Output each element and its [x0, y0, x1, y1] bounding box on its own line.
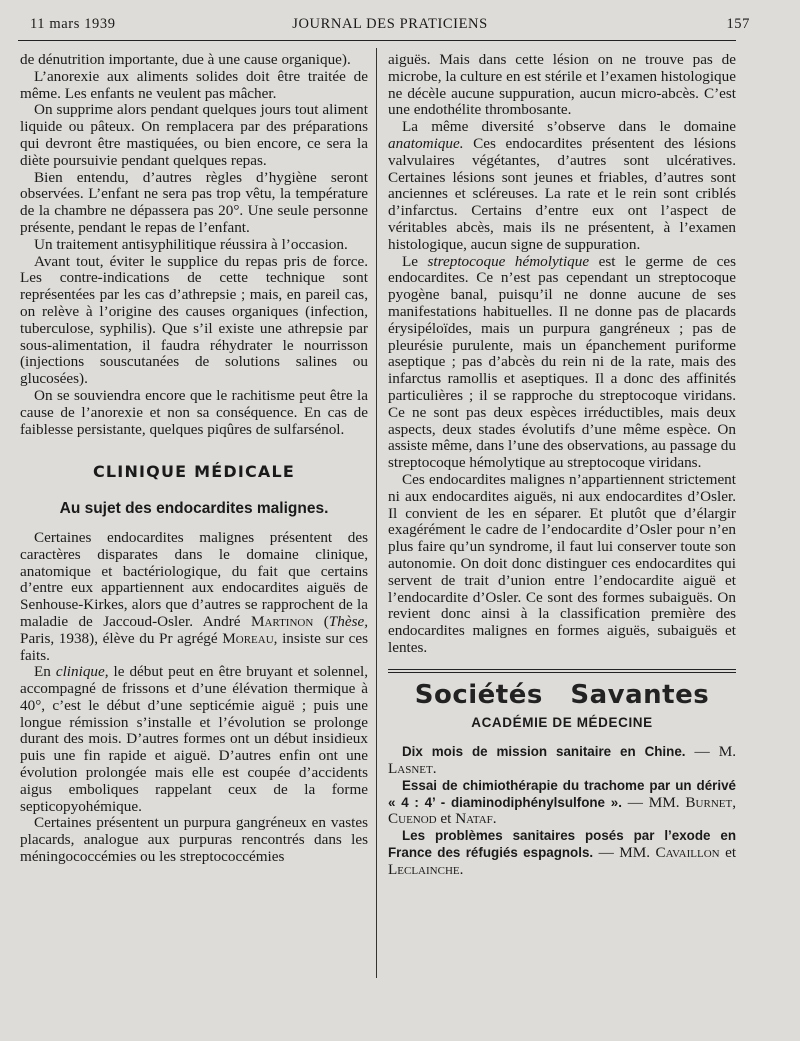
text-run: et — [440, 810, 452, 828]
paragraph: L’anorexie aux aliments solides doit être traitée de même. Les enfants ne veulent pas mâcher. — [20, 67, 368, 102]
dash: — — [598, 844, 614, 862]
italic-text: clinique, — [55, 663, 109, 681]
paragraph: Un traitement antisyphilitique réussira à l’occasion. — [34, 235, 348, 253]
communication-entry — [388, 778, 736, 828]
column-divider — [376, 48, 377, 978]
section-divider — [388, 669, 736, 673]
paragraph — [388, 119, 736, 253]
issue-date: 11 mars 1939 — [30, 16, 116, 32]
paragraph — [20, 664, 368, 815]
paragraph: Certaines présentent un purpura gangréneux en vastes placards, analogue aux purpuras rencontrés dans les méningococcémies ou les streptococcémies — [20, 814, 368, 866]
text-run: En — [34, 663, 51, 681]
communication-entry — [388, 744, 736, 778]
author-name: Lasnet. — [388, 760, 437, 778]
dash: — — [627, 793, 643, 811]
text-run: agrégé — [177, 629, 218, 647]
text-run: La même diversité s’observe dans le domaine — [402, 118, 736, 136]
text-run: Certaines endocardites malignes présentent des caractères disparates dans le domaine clinique, anatomique et bactériologique, du fait que certains d’entre eux appartiennent aux endocardites aiguës de Senhouse-Kirkes, alors que d’autres se rapprochent de la maladie de Jaccoud-Osler. — [20, 528, 368, 630]
author-name: Cuenod — [388, 810, 437, 828]
subsection-title: ACADÉMIE DE MÉDECINE — [471, 715, 653, 731]
communication-title: Les problèmes sanitaires posés par l’exode en France des réfugiés espagnols. — [388, 828, 736, 861]
journal-title: JOURNAL DES PRATICIENS — [292, 16, 488, 32]
paragraph: On se souviendra encore que le rachitisme peut être la cause de l’anorexie et non sa conséquence. En cas de faiblesse persistante, quelques piqûres de sulfarsénol. — [20, 386, 368, 438]
paragraph — [388, 254, 736, 472]
dash: — — [694, 743, 710, 761]
text-run: Le — [402, 252, 419, 270]
italic-text: anatomique. — [388, 134, 464, 152]
page-number: 157 — [726, 16, 750, 32]
text-run: MM. — [619, 844, 651, 862]
text-run: est le germe de ces endocardites. Ce n’est pas cependant un streptocoque pyogène banal, puisqu’il ne donne aucune de ses manifestations habituelles. Il ne donne pas de placards érysipéloïdes, mais un purpura gangréneux ; pas de pleurésie purulente, mais un épanchement puriforme aseptique ; pas d’abcès du rein ni de la rate, mais des infarctus ramollis et aseptiques. Il a donc des affinités particulières ; il se rapproche du streptocoque viridans. Ce ne sont pas deux espèces irréductibles, mais deux aspects, deux stades évolutifs d’une même espèce. On assiste même, dans l’une des observations, au passage du streptocoque hémolytique au streptocoque viridans. — [388, 252, 737, 472]
paragraph: Bien entendu, d’autres règles d’hygiène seront observées. L’enfant ne sera pas trop vêtu, la température de la chambre ne dépassera pas 20°. Une seule personne présente, pendant le repas de l’enfant. — [20, 168, 368, 236]
text-run: Ces endocardites présentent des lésions valvulaires végétantes, d’autres sont ulcératives. Certaines lésions sont jeunes et friables, d’autres sont anciennes et scléreuses. La rate et le rein sont criblés d’infarctus. Certains d’entre eux ont l’aspect de véritables abcès, mais ils ne présentent, à l’examen histologique, aucun signe de suppuration. — [388, 134, 736, 253]
author-name: Moreau, — [222, 629, 278, 647]
author-name: Leclainche. — [388, 860, 464, 878]
text-run: Paris, 1938), élève du — [20, 629, 155, 647]
author-name: Burnet, — [685, 793, 736, 811]
running-header — [30, 12, 750, 36]
paragraph: Ces endocardites malignes n’appartiennent strictement ni aux endocardites aiguës, ni aux endocardites d’Osler. Il convient de les en séparer. Et plutôt que d’élargir exagérément le cadre de l’endocardite d’Osler pour n’en plus faire qu’un syndrome, il faut lui conserver toute son autonomie. On doit donc distinguer ces endocardites qui servent de trait d’union entre l’endocardite aiguë et l’endocardite d’Osler. Ce sont des formes subaiguës. On revient donc ainsi à la classification première des endocardites malignes en formes aiguës, subaiguës et lentes. — [388, 470, 736, 656]
article-title: Au sujet des endocardites malignes. — [59, 500, 329, 518]
title-abbrev: Pr — [159, 629, 173, 647]
header-rule — [18, 40, 736, 41]
italic-text: streptocoque hémolytique — [427, 252, 590, 270]
italic-text: Thèse, — [328, 612, 369, 630]
communication-title: Dix mois de mission sanitaire en Chine. — [402, 744, 686, 760]
text-run: le début peut en être bruyant et solennel, accompagné de frissons et d’une élévation thermique à 40°, c’est le début d’une septicémie aiguë ; puis une longue rémission s’installe et l’évolution se prolonge durant des mois. D’autres formes ont un début insidieux puis une fin rapide et aiguë. D’autres enfin ont une évolution prolongée mais elle est coupée d’accidents aigus emboliques rappelant ceux de la forme septicopyohémique. — [20, 663, 368, 815]
paragraph: Avant tout, éviter le supplice du repas pris de force. Les contre-indications de cette technique sont représentées par les cas d’athrepsie ; mais, en pareil cas, on relève à l’origine des causes organiques (infection, tuberculose, syphilis). Que s’il existe une athrepsie par sous-alimentation, il faudra réhydrater le nourrisson (injections souscutanées de solutions salines ou glucosées). — [20, 252, 368, 388]
section-title: CLINIQUE MÉDICALE — [92, 462, 296, 482]
text-run: MM. — [648, 793, 680, 811]
communication-title: Essai de chimiothérapie du trachome par un dérivé « 4 : 4’ - diaminodiphénylsulfone ». — [388, 777, 736, 810]
author-name: Martinon — [250, 612, 314, 630]
paragraph: Certaines endocardites malignes présentent des caractères disparates dans le domaine clinique, anatomique et bactériologique, du fait que certains d’entre eux appartiennent aux endocardites aiguës de Senhouse-Kirkes, alors que d’autres se rapprochent de la maladie de Jaccoud-Osler. André Martinon (Thèse, Paris, 1938), élève du Pr agrégé Moreau, insiste sur ces faits. — [20, 528, 369, 664]
author-name: Cavaillon — [655, 844, 720, 862]
text-run: insiste sur ces faits. — [20, 629, 369, 664]
left-column — [20, 52, 368, 866]
author-name: Nataf. — [455, 810, 497, 828]
right-column — [388, 52, 736, 879]
text-run: et — [725, 844, 737, 862]
paragraph: de dénutrition importante, due à une cause organique). — [20, 51, 351, 68]
section-banner: Sociétés Savantes — [414, 679, 710, 710]
communication-entry — [388, 828, 736, 878]
paragraph: aiguës. Mais dans cette lésion on ne trouve pas de microbe, la culture en est stérile et l’examen histologique ne décèle aucune suppuration, aucun micro-abcès. C’est une endothélite thrombosante. — [388, 51, 736, 119]
text-run: M. — [718, 743, 737, 761]
text-run: André — [202, 612, 241, 630]
paragraph: On supprime alors pendant quelques jours tout aliment liquide ou pâteux. On remplacera par des préparations qui devront être mastiquées, ou bien encore, ce sera la diète poursuivie pendant quelques repas. — [20, 101, 368, 169]
